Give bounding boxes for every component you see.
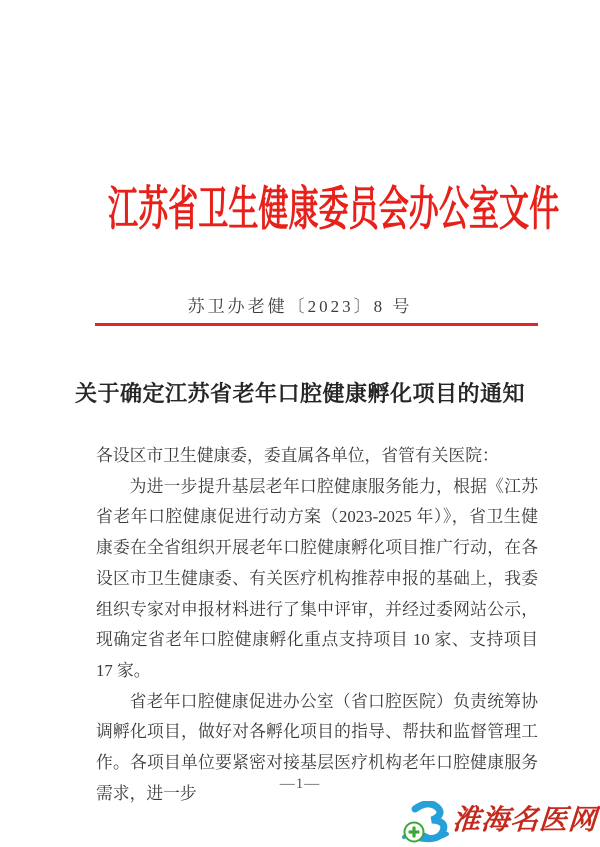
body-paragraph-1: 为进一步提升基层老年口腔健康服务能力，根据《江苏省老年口腔健康促进行动方案（2023-2025 年）》，省卫生健康委在全省组织开展老年口腔健康孵化项目推广行动，在各设区市卫生健康委、有关医疗机构推荐申报的基础上，我委组织专家对申报材料进行了集中评审，并经过委网站公示，现确定省老年口腔健康孵化重点支持项目 10 家、支持项目 17 家。 [96,476,538,680]
huaihai-medical-logo-icon [401,801,449,845]
body-paragraph-2: 省老年口腔健康促进办公室（省口腔医院）负责统筹协调孵化项目，做好对各孵化项目的指导、帮扶和监督管理工作。各项目单位要紧密对接基层医疗机构老年口腔健康服务需求，进一步 [96,691,538,803]
red-divider-line [95,323,538,326]
salutation-line: 各设区市卫生健康委，委直属各单位，省管有关医院： [96,446,499,465]
notice-title: 关于确定江苏省老年口腔健康孵化项目的通知 [74,381,525,406]
agency-letterhead-title: 江苏省卫生健康委员会办公室文件 [108,184,560,236]
watermark [401,801,597,845]
document-reference-number: 苏卫办老健〔2023〕8 号 [187,297,413,316]
watermark-site-name: 淮海名医网 [451,805,599,836]
page-number: —1— [279,776,321,792]
document-body [96,441,538,809]
